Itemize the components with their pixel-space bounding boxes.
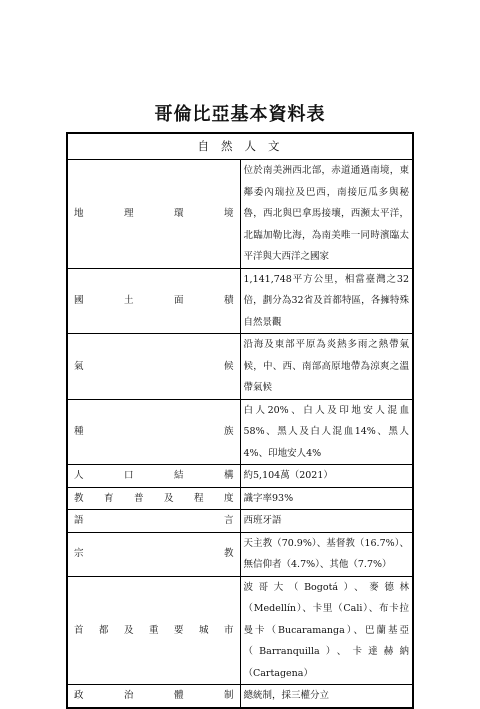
table-row	[67, 576, 413, 685]
row-value-area: 1,141,748平方公里，相當臺灣之32倍，劃分為32省及首都特區，各擁特殊自然景觀	[240, 268, 413, 334]
row-label-language: 語言	[67, 510, 240, 533]
row-value-education: 識字率93%	[240, 487, 413, 510]
row-value-religion: 天主教（70.9%）、基督教（16.7%）、無信仰者（4.7%）、其他（7.7%）	[240, 532, 413, 576]
row-label-climate: 氣候	[67, 334, 240, 400]
row-label-area: 國土面積	[67, 268, 240, 334]
table-row	[67, 399, 413, 465]
row-value-climate: 沿海及東部平原為炎熱多雨之熱帶氣候，中、西、南部高原地帶為涼爽之溫帶氣候	[240, 334, 413, 400]
row-label-population: 人口結構	[67, 465, 240, 488]
row-label-politics: 政治體制	[67, 685, 240, 708]
page-title: 哥倫比亞基本資料表	[154, 104, 326, 125]
table-row	[67, 268, 413, 334]
row-label-ethnicity: 種族	[67, 399, 240, 465]
row-value-language: 西班牙語	[240, 510, 413, 533]
table-row	[67, 160, 413, 269]
row-label-geography: 地理環境	[67, 160, 240, 269]
section-header-row	[67, 133, 413, 160]
basic-info-table	[66, 132, 414, 709]
row-value-geography: 位於南美洲西北部，赤道通過南境，東鄰委內瑞拉及巴西，南接厄瓜多與秘魯，西北與巴拿馬接壤，西瀕太平洋，北臨加勒比海，為南美唯一同時濱臨太平洋與大西洋之國家	[240, 160, 413, 269]
table-row	[67, 510, 413, 533]
section-header: 自然人文	[67, 133, 413, 160]
table-row	[67, 487, 413, 510]
table-row	[67, 685, 413, 708]
row-value-cities: 波哥大（Bogotá）、麥德林（Medellín）、卡里（Cali）、布卡拉曼卡（Bucaramanga）、巴蘭基亞（Barranquilla）、卡達赫納（Cartagena）	[240, 576, 413, 685]
row-value-politics: 總統制，採三權分立	[240, 685, 413, 708]
table-row	[67, 334, 413, 400]
row-value-ethnicity: 白人20%、白人及印地安人混血58%、黑人及白人混血14%、黑人4%、印地安人4%	[240, 399, 413, 465]
row-value-population: 約5,104萬（2021）	[240, 465, 413, 488]
table-row	[67, 532, 413, 576]
row-label-education: 教育普及程度	[67, 487, 240, 510]
row-label-religion: 宗教	[67, 532, 240, 576]
table-row	[67, 465, 413, 488]
row-label-cities: 首都及重要城市	[67, 576, 240, 685]
